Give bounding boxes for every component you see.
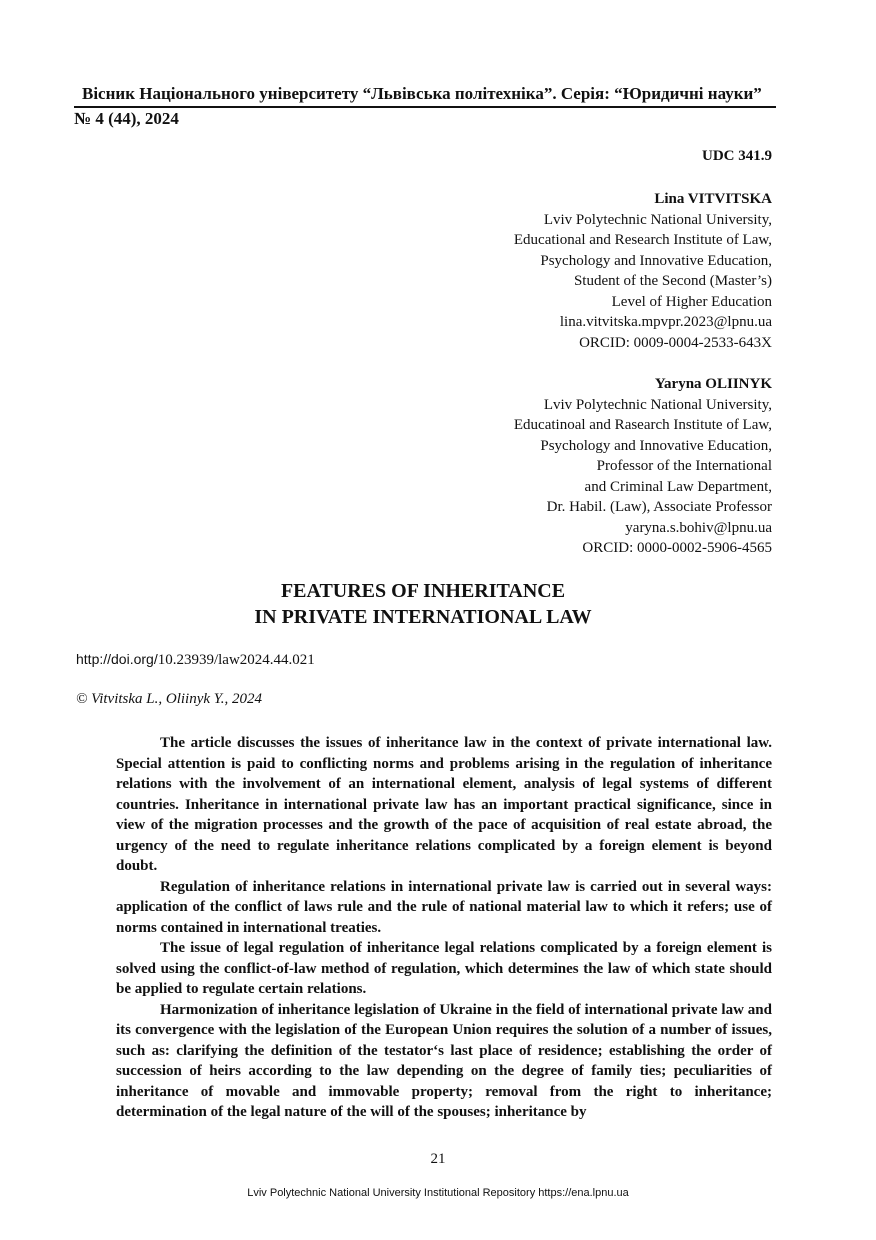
article-title xyxy=(0,578,846,630)
header-rule xyxy=(74,106,776,108)
author-email[interactable]: lina.vitvitska.mpvpr.2023@lpnu.ua xyxy=(559,314,772,330)
udc-code: UDC 341.9 xyxy=(702,148,772,164)
abstract-paragraph: Harmonization of inheritance legislation of Ukraine in the field of international private law and its convergence with the legislation of the European Union requires the solution of a number of issues, such as: clarifying the definition of the testator‘s last place of residence; establishing the order of succession of heirs according to the law depending on the degree of family ties; peculiarities of inheritance of movable and immovable property; removal from the right to inheritance; determination of the legal nature of the will of the spouses; inheritance by xyxy=(116,1001,772,1120)
abstract-paragraph: Regulation of inheritance relations in international private law is carried out in several ways: application of the conflict of laws rule and the rule of national material law to which it refers; use of norms contained in international treaties. xyxy=(116,878,772,936)
copyright: © Vitvitska L., Oliinyk Y., 2024 xyxy=(76,691,262,707)
abstract-paragraph: The article discusses the issues of inheritance law in the context of private international law. Special attention is paid to conflicting norms and problems arising in the regulation of inheritance relations with the involvement of an international element, analysis of legal systems of different countries. Inheritance in international private law has an important practical significance, since in view of the migration processes and the growth of the pace of acquisition of real estate abroad, the urgency of the need to regulate inheritance relations complicated by a foreign element is beyond doubt. xyxy=(116,735,772,874)
author-block-1 xyxy=(514,189,772,353)
abstract-paragraph: The issue of legal regulation of inheritance legal relations complicated by a foreign element is solved using the conflict-of-law method of regulation, which determines the law of which state should be applied to regulate certain relations. xyxy=(116,940,772,997)
doi-link[interactable] xyxy=(76,651,315,669)
author-degree-line: Dr. Habil. (Law), Associate Professor xyxy=(546,499,772,515)
author-email[interactable]: yaryna.s.bohiv@lpnu.ua xyxy=(625,519,772,536)
author-affiliation-line: Psychology and Innovative Education, xyxy=(540,437,772,454)
doi-id: 10.23939/law2024.44.021 xyxy=(157,652,315,668)
repository-footer: Lviv Polytechnic National University Institutional Repository https://ena.lpnu.ua xyxy=(247,1187,629,1199)
abstract xyxy=(116,733,772,1123)
author-position-line: and Criminal Law Department, xyxy=(584,478,772,495)
article-title-line-2: IN PRIVATE INTERNATIONAL LAW xyxy=(254,606,592,628)
author-affiliation-line: Educatinoal and Rasearch Institute of Law, xyxy=(513,417,772,433)
author-name: Lina VITVITSKA xyxy=(654,191,772,207)
journal-title: Вісник Національного університету “Львівська політехніка”. Серія: “Юридичні науки” xyxy=(82,84,762,103)
author-position-line: Professor of the International xyxy=(596,458,772,474)
author-affiliation-line: Lviv Polytechnic National University, xyxy=(543,396,772,413)
author-affiliation-line: Psychology and Innovative Education, xyxy=(540,252,772,269)
author-orcid: ORCID: 0000-0002-5906-4565 xyxy=(582,540,772,556)
author-position-line: Level of Higher Education xyxy=(611,293,772,310)
author-affiliation-line: Educational and Research Institute of Law, xyxy=(513,232,772,248)
author-position-line: Student of the Second (Master’s) xyxy=(573,273,772,289)
author-affiliation-line: Lviv Polytechnic National University, xyxy=(543,211,772,228)
page-number: 21 xyxy=(430,1151,446,1167)
doi-prefix: http://doi.org/ xyxy=(76,651,158,667)
article-title-line-1: FEATURES OF INHERITANCE xyxy=(280,580,566,602)
author-orcid: ORCID: 0009-0004-2533-643X xyxy=(579,334,772,351)
issue-number: № 4 (44), 2024 xyxy=(74,109,179,128)
author-name: Yaryna OLIINYK xyxy=(654,376,772,392)
author-block-2 xyxy=(514,374,772,559)
